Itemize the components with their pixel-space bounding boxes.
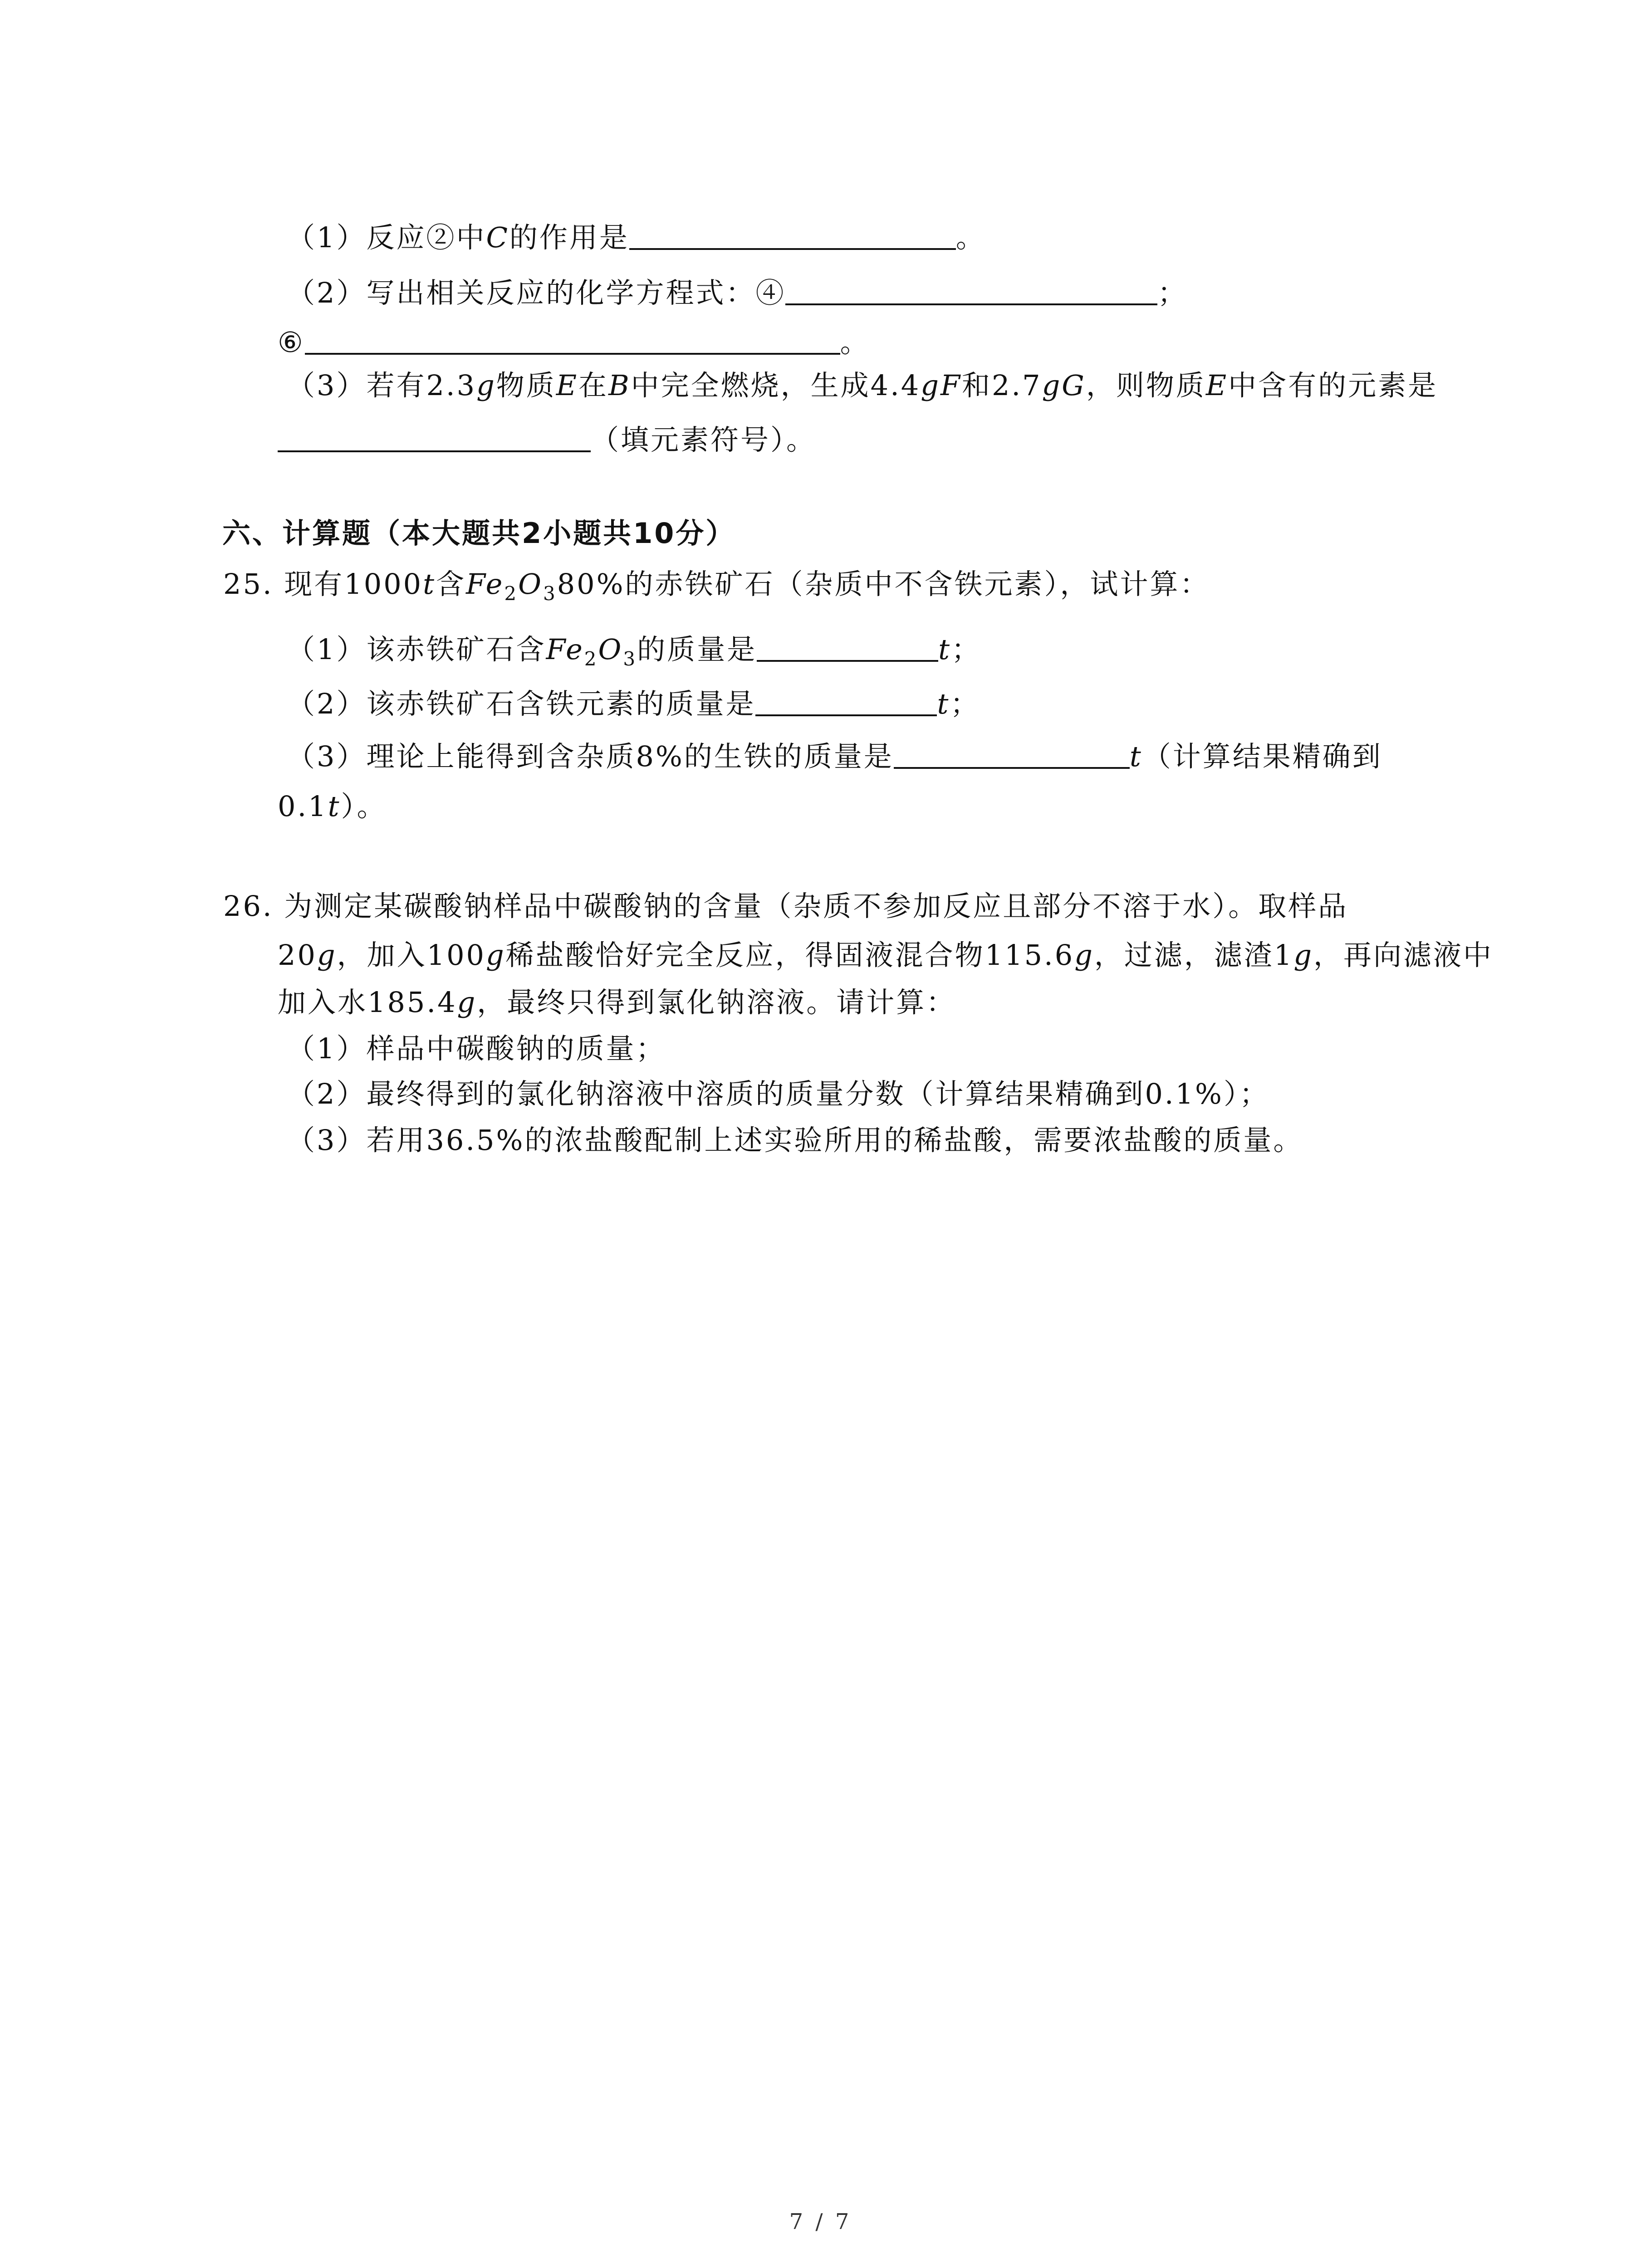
text: 。: [840, 326, 870, 359]
text: （2）该赤铁矿石含铁元素的质量是: [287, 687, 756, 720]
page-number: 7 / 7: [789, 2209, 852, 2234]
subscript: 3: [543, 582, 557, 605]
text: ；: [1157, 276, 1188, 309]
question-25-part-3-line2: [278, 788, 387, 825]
question-26-part-1: （1）样品中碳酸钠的质量；: [287, 1032, 666, 1065]
answer-blank[interactable]: [755, 688, 937, 716]
question-26-line-2: [278, 937, 1493, 973]
text: ，再向滤液中: [1313, 938, 1494, 972]
unit: gF: [921, 369, 962, 402]
unit: g: [457, 986, 477, 1019]
text: ；: [951, 633, 982, 666]
text: 的作用是: [509, 221, 629, 254]
question-24-part-3: [287, 367, 1438, 404]
text: 物质: [496, 369, 556, 402]
text: （计算结果精确到: [1142, 740, 1382, 773]
unit: g: [1293, 938, 1314, 972]
answer-blank[interactable]: [757, 634, 938, 662]
text: ，最终只得到氯化钠溶液。请计算：: [477, 986, 956, 1019]
question-25-intro: [223, 566, 1210, 612]
answer-blank[interactable]: [894, 741, 1130, 769]
text: 的赤铁矿石（杂质中不含铁元素），试计算：: [625, 567, 1210, 601]
number: 2.7: [991, 369, 1042, 402]
question-25-part-2: [287, 686, 980, 722]
unit: t: [328, 790, 341, 823]
text: 的质量是: [637, 633, 757, 666]
unit: t: [937, 687, 950, 720]
number: 2.3: [426, 369, 477, 402]
text: （3）若有: [287, 369, 426, 402]
number: 0.1: [278, 790, 328, 823]
text: ，过滤，滤渣1: [1094, 938, 1294, 972]
number: 185.4: [367, 986, 457, 1019]
text: ）。: [341, 790, 387, 823]
question-24-part-2: [287, 275, 1187, 311]
unit: g: [1074, 938, 1094, 972]
question-26-line-1: 26. 为测定某碳酸钠样品中碳酸钠的含量（杂质不参加反应且部分不溶于水）。取样品: [223, 890, 1348, 923]
unit: gG: [1042, 369, 1086, 402]
text: ，加入: [337, 938, 427, 972]
text: 加入水: [278, 986, 368, 1019]
number: 100: [426, 938, 486, 972]
question-24-part-2-eq6: [278, 324, 870, 361]
section-heading: 六、计算题（本大题共2小题共10分）: [222, 517, 736, 550]
variable: E: [1205, 369, 1229, 402]
question-26-part-2: （2）最终得到的氯化钠溶液中溶质的质量分数（计算结果精确到0.1%）；: [287, 1077, 1269, 1110]
answer-blank[interactable]: [278, 424, 591, 452]
number: 4.4: [870, 369, 921, 402]
text: 25. 现有: [223, 567, 344, 601]
variable: E: [556, 369, 579, 402]
text: （3）理论上能得到含杂质8%的生铁的质量是: [287, 740, 894, 773]
subscript: 3: [623, 648, 637, 670]
question-25-part-1: [287, 631, 981, 677]
question-25-part-3: [287, 738, 1382, 775]
answer-blank[interactable]: [629, 222, 956, 250]
unit: g: [317, 938, 337, 972]
unit: g: [476, 369, 496, 402]
formula: Fe: [466, 567, 505, 601]
text: ，则物质: [1086, 369, 1206, 402]
question-26-part-3: （3）若用36.5%的浓盐酸配制上述实验所用的稀盐酸，需要浓盐酸的质量。: [287, 1124, 1303, 1157]
number: 20: [278, 938, 317, 972]
formula: Fe: [546, 633, 584, 666]
question-24-part-3-line2: [278, 422, 816, 458]
text: 在: [578, 369, 609, 402]
formula: O: [598, 633, 623, 666]
text: ⑥: [278, 326, 305, 359]
question-24-part-1: [287, 220, 986, 256]
variable: C: [486, 221, 509, 254]
question-26-line-3: [278, 984, 956, 1021]
answer-blank[interactable]: [785, 277, 1157, 305]
text: 中含有的元素是: [1228, 369, 1438, 402]
number: 80%: [557, 567, 625, 601]
text: 含: [436, 567, 466, 601]
text: 和: [961, 369, 992, 402]
subscript: 2: [584, 648, 598, 670]
text: （1）该赤铁矿石含: [287, 633, 546, 666]
unit: t: [938, 633, 952, 666]
variable: B: [608, 369, 631, 402]
number: 115.6: [985, 938, 1075, 972]
text: 中完全燃烧，生成: [631, 369, 871, 402]
formula: O: [518, 567, 543, 601]
number: 1000: [344, 567, 423, 601]
text: （1）反应②中: [287, 221, 486, 254]
text: （填元素符号）。: [591, 423, 817, 456]
answer-blank[interactable]: [305, 327, 840, 355]
text: ；: [950, 687, 980, 720]
unit: g: [485, 938, 506, 972]
text: 稀盐酸恰好完全反应，得固液混合物: [505, 938, 985, 972]
text: （2）写出相关反应的化学方程式：④: [287, 276, 786, 309]
unit: t: [1129, 740, 1143, 773]
text: 。: [955, 221, 986, 254]
subscript: 2: [504, 582, 519, 605]
unit: t: [423, 567, 436, 601]
